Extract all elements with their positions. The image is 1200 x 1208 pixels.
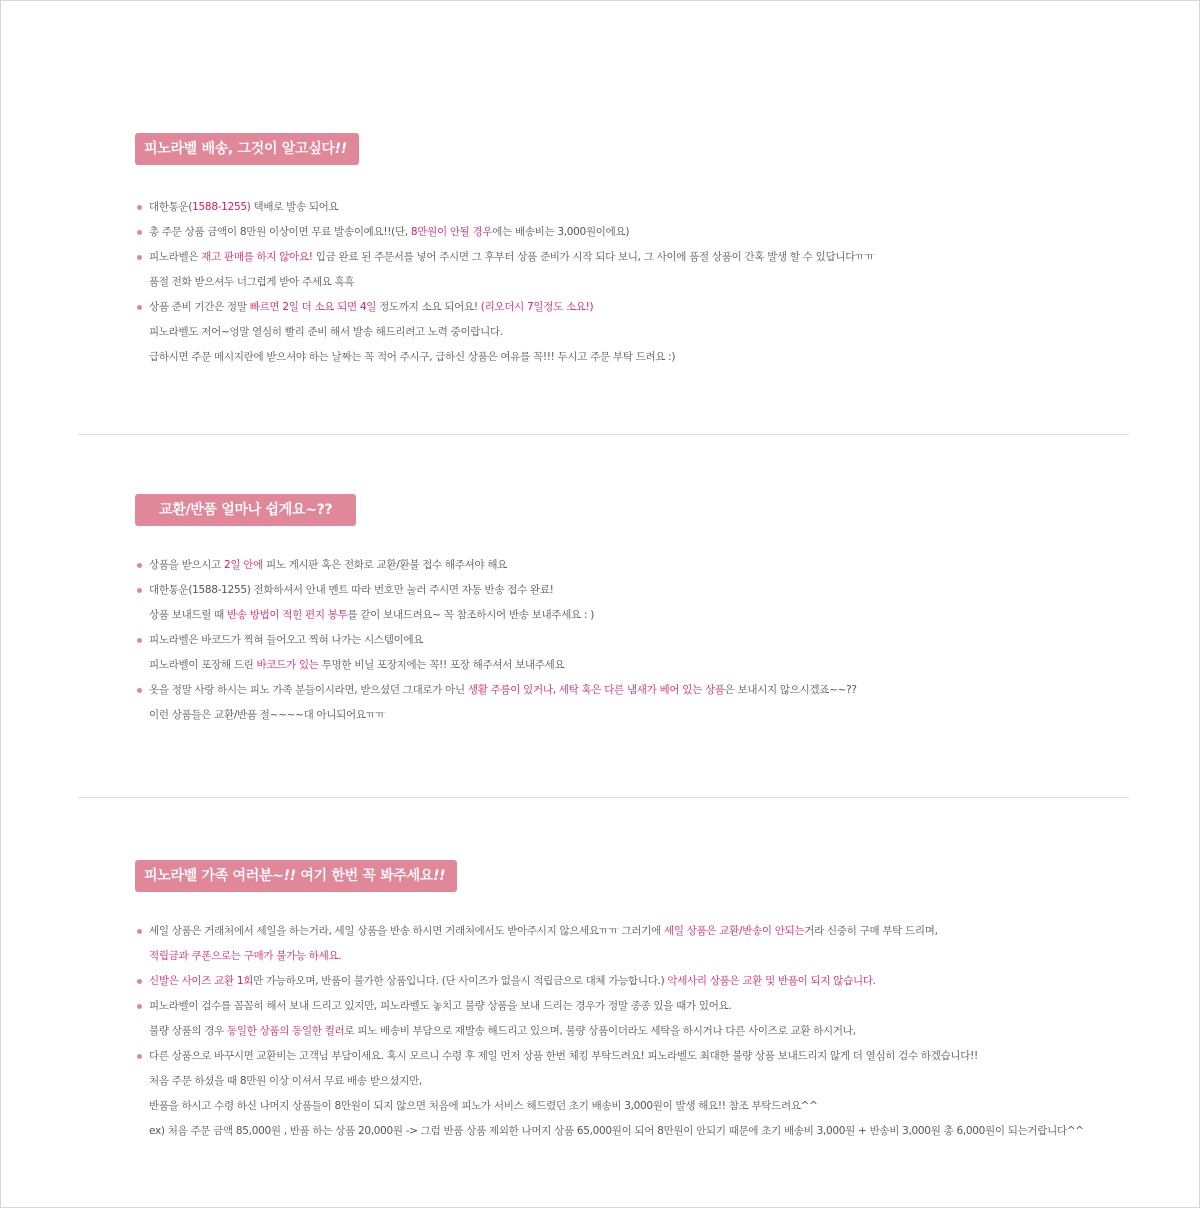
bullet-item [136, 919, 1084, 944]
continuation-line [136, 703, 857, 728]
divider [78, 434, 1129, 435]
bullet-item [136, 1044, 1084, 1069]
body-text: 반품을 하시고 수령 하신 나머지 상품들이 8만원이 되지 않으면 처음에 피노가 서비스 해드렸던 초기 배송비 3,000원이 발생 해요!! 참조 부탁드려요^^ [149, 1100, 818, 1112]
highlight-text: 생활 주름이 있거나, 세탁 혹은 다른 냄새가 베어 있는 상품 [467, 684, 725, 696]
body-text: 피노라벨도 저어~엉말 열심히 빨리 준비 해서 발송 해드리려고 노력 중이랍니다. [149, 326, 503, 338]
body-text: 상품 보내드릴 때 [149, 609, 228, 621]
highlight-text: (리오더시 7일정도 소요!) [480, 301, 594, 313]
highlight-text: 2일 안에 [223, 559, 263, 571]
continuation-line [136, 1069, 1084, 1094]
continuation-line [136, 944, 1084, 969]
section-title-text: 교환/반품 얼마나 쉽게요~?? [159, 502, 333, 518]
body-text: 정도까지 소요 되어요! [376, 301, 481, 313]
shipping-list [136, 195, 875, 370]
body-text: 피노라벨은 바코드가 찍혀 들어오고 찍혀 나가는 시스템이에요 [149, 634, 424, 646]
highlight-text: 바코드가 있는 [256, 659, 319, 671]
section-title-family [135, 860, 457, 892]
body-text: 은 보내시지 않으시겠죠~~?? [724, 684, 857, 696]
continuation-line [136, 1094, 1084, 1119]
highlight-text: 적립금과 쿠폰으로는 구매가 불가능 하세요. [149, 950, 342, 962]
section-title-suffix: !! [283, 868, 296, 884]
continuation-line [136, 345, 875, 370]
body-text: 불량 상품의 경우 [149, 1025, 228, 1037]
highlight-text: 8만원이 안될 경우 [410, 226, 493, 238]
body-text: 택배로 발송 되어요 [250, 201, 339, 213]
body-text: 상품을 받으시고 [149, 559, 224, 571]
section-title-text: 피노라벨 가족 여러분~ [144, 868, 284, 884]
body-text: 급하시면 주문 메시지란에 받으셔야 하는 날짜는 꼭 적어 주시구, 급하신 상품은 여유를 꼭!!! 두시고 주문 부탁 드려요 :) [149, 351, 676, 363]
continuation-line [136, 320, 875, 345]
body-text: 대한통운( [149, 201, 193, 213]
body-text: 만 가능하오며, 반품이 불가한 상품입니다. (단 사이즈가 없을시 적립금으로 대체 가능합니다.) [253, 975, 668, 987]
exchange-list [136, 553, 857, 728]
continuation-line [136, 1019, 1084, 1044]
body-text: 피노라벨이 포장해 드린 [149, 659, 257, 671]
highlight-text: 신발은 사이즈 교환 1회 [149, 975, 254, 987]
bullet-item [136, 678, 857, 703]
continuation-line [136, 653, 857, 678]
bullet-item [136, 969, 1084, 994]
body-text: 거라 신중히 구매 부탁 드리며, [804, 925, 938, 937]
highlight-text: 세일 상품은 교환/반송이 안되는 [664, 925, 805, 937]
body-text: 대한통운(1588-1255) 전화하셔서 안내 멘트 따라 번호만 눌러 주시면 자동 반송 접수 완료! [149, 584, 554, 596]
body-text: 다른 상품으로 바꾸시면 교환비는 고객님 부담이세요. 혹시 모르니 수령 후 제일 먼저 상품 한번 체킹 부탁드려요! 피노라벨도 최대한 불량 상품 보내드리지 않게 더 열심히 검수 하겠습니다!! [149, 1050, 978, 1062]
body-text: 상품 준비 기간은 정말 [149, 301, 250, 313]
bullet-item [136, 994, 1084, 1019]
bullet-item [136, 553, 857, 578]
body-text: 피노라벨은 [149, 251, 202, 263]
body-text: 투명한 비닐 포장지에는 꼭!! 포장 해주셔서 보내주세요 [318, 659, 565, 671]
body-text: ex) 처음 주문 금액 85,000원 , 반품 하는 상품 20,000원 -> 그럼 반품 상품 제외한 나머지 상품 65,000원이 되어 8만원이 안되기 때문에 초기 배송비 3,000원 + 반송비 3,000원 총 6,000원이 되는거랍니다^^ [149, 1125, 1084, 1137]
section-title-text: 피노라벨 배송, 그것이 알고싶다 [144, 141, 335, 157]
bullet-item [136, 578, 857, 603]
body-text: 피노라벨이 검수를 꼼꼼히 해서 보내 드리고 있지만, 피노라벨도 놓치고 불량 상품을 보내 드리는 경우가 정말 종종 있을 때가 있어요. [149, 1000, 732, 1012]
body-text: 입금 완료 된 주문서를 넣어 주시면 그 후부터 상품 준비가 시작 되다 보니, 그 사이에 품절 상품이 간혹 발생 할 수 있답니다ㅠㅠ [312, 251, 875, 263]
bullet-item [136, 628, 857, 653]
highlight-text: 빠르면 2일 더 소요 되면 4일 [249, 301, 377, 313]
body-text: 총 주문 상품 금액이 8만원 이상이면 무료 발송이예요!!(단, [149, 226, 411, 238]
continuation-line [136, 603, 857, 628]
continuation-line [136, 1119, 1084, 1144]
body-text: 로 피노 배송비 부담으로 재발송 해드리고 있으며, 불량 상품이더라도 세탁을 하시거나 다른 사이즈로 교환 하시거나, [344, 1025, 856, 1037]
body-text: 에는 배송비는 3,000원이에요) [492, 226, 630, 238]
highlight-text: 악세사리 상품은 교환 및 반품이 되지 않습니다. [667, 975, 876, 987]
body-text: 세일 상품은 거래처에서 세일을 하는거라, 세일 상품을 반송 하시면 거래처에서도 받아주시지 않으세요ㅠㅠ 그러기에 [149, 925, 664, 937]
divider [78, 797, 1129, 798]
highlight-text: 재고 판매를 하지 않아요! [201, 251, 313, 263]
section-title-shipping [135, 133, 359, 165]
family-list [136, 919, 1084, 1144]
bullet-item [136, 295, 875, 320]
section-title-tail: 여기 한번 꼭 봐주세요 [295, 868, 434, 884]
body-text: 이런 상품들은 교환/반품 절~~~~대 아니되어요ㅠㅠ [149, 709, 386, 721]
highlight-text: 동일한 상품의 동일한 컬러 [227, 1025, 345, 1037]
bullet-item [136, 220, 875, 245]
body-text: 옷을 정말 사랑 하시는 피노 가족 분들이시라면, 받으셨던 그대로가 아닌 [149, 684, 468, 696]
bullet-item [136, 245, 875, 270]
section-title-exchange [135, 494, 356, 526]
highlight-text: 1588-1255) [192, 201, 251, 213]
body-text: 품절 전화 받으셔두 너그럽게 받아 주세요 흑흑 [149, 276, 355, 288]
bullet-item [136, 195, 875, 220]
body-text: 피노 게시판 혹은 전화로 교환/환불 접수 해주셔야 해요 [262, 559, 508, 571]
section-title-suffix: !! [334, 141, 347, 157]
highlight-text: 반송 방법이 적힌 편지 봉투 [227, 609, 348, 621]
body-text: 처음 주문 하셨을 때 8만원 이상 이셔서 무료 배송 받으셨지만, [149, 1075, 422, 1087]
body-text: 를 같이 보내드려요~ 꼭 참조하시어 반송 보내주세요 : ) [347, 609, 594, 621]
section-title-tail-suffix: !! [433, 868, 446, 884]
continuation-line [136, 270, 875, 295]
